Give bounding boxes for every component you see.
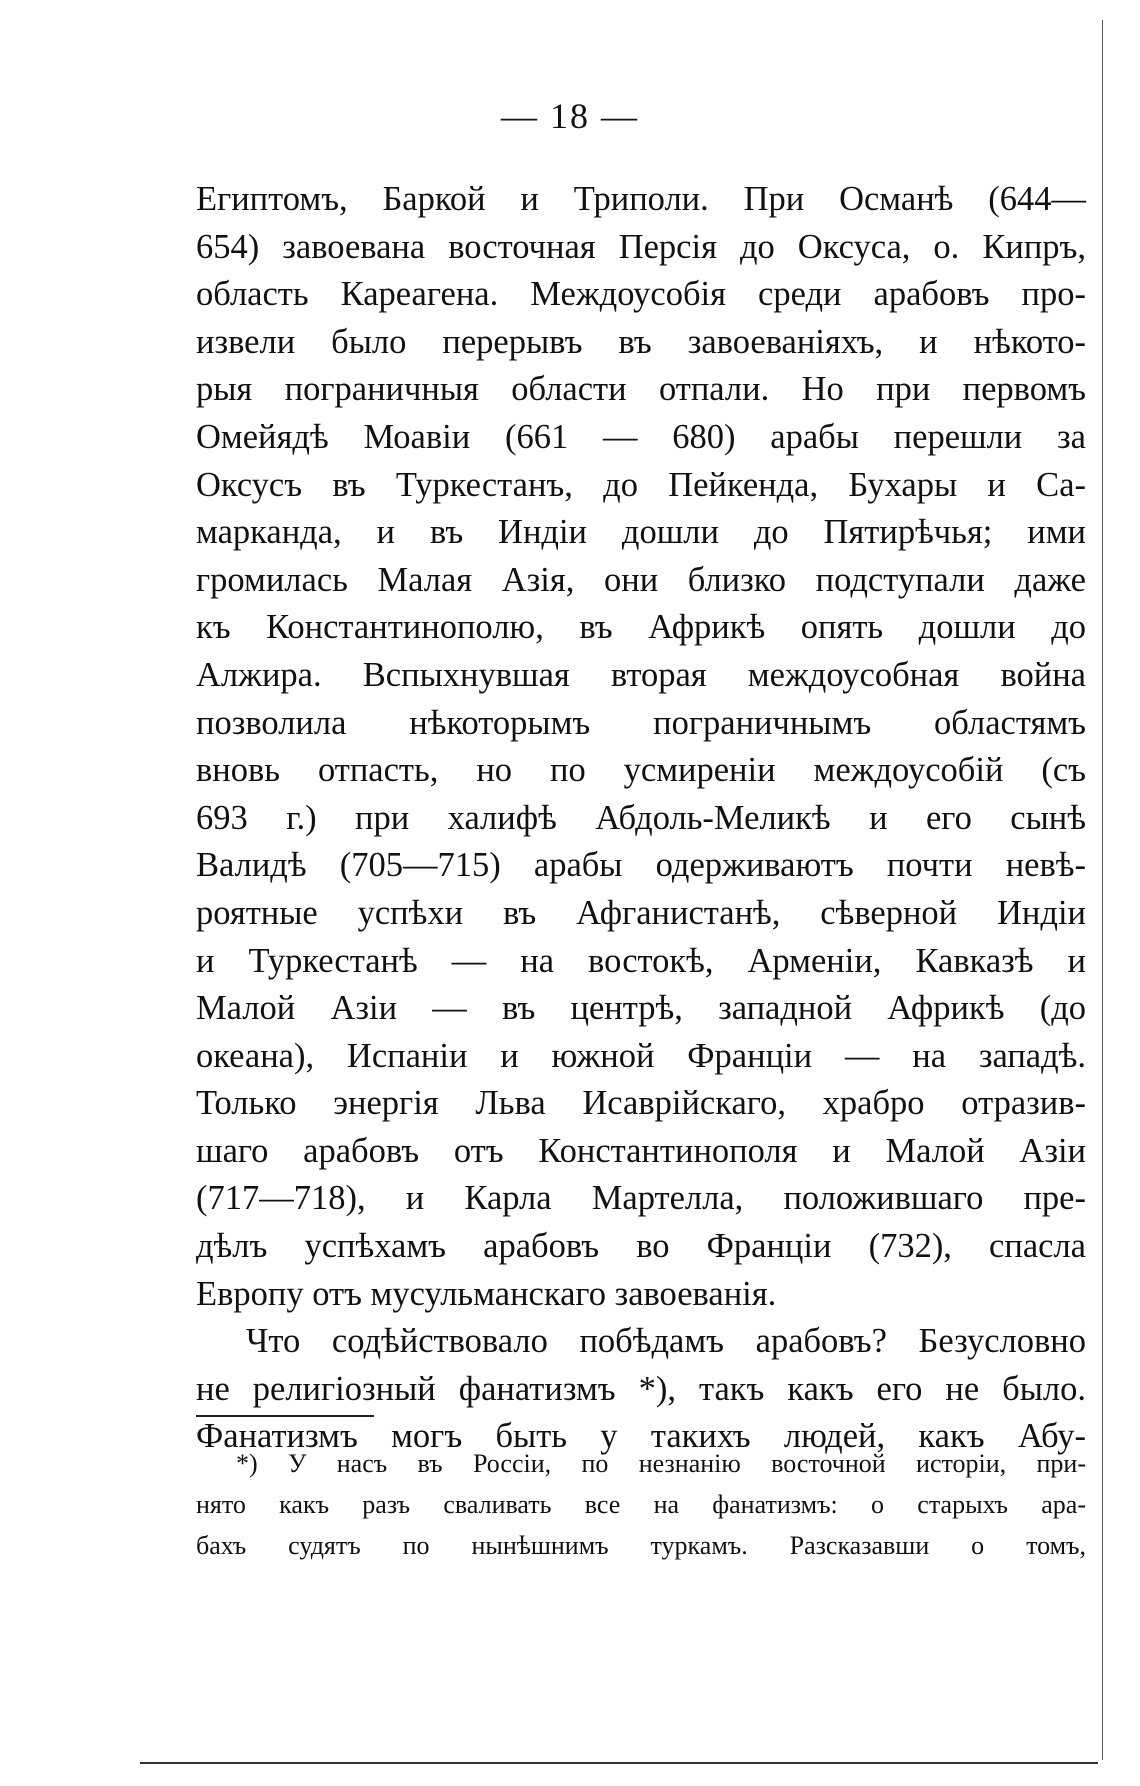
footnote-line-3: бахъ судятъ по нынѣшнимъ туркамъ. Разсказавши о томъ, [196, 1531, 1086, 1560]
text-line-14: 693 г.) при халифѣ Абдоль-Меликѣ и его сынѣ [196, 798, 1086, 837]
text-line-16: роятные успѣхи въ Афганистанѣ, сѣверной Индіи [196, 893, 1086, 932]
footnote-line-2: нято какъ разъ сваливать все на фанатизмъ: о старыхъ ара- [196, 1490, 1086, 1519]
page-edge-line [1102, 20, 1103, 1760]
footnote [196, 1443, 1086, 1566]
text-line-2: 654) завоевана восточная Персія до Оксуса, о. Кипръ, [196, 227, 1086, 266]
text-line-11: Алжира. Вспыхнувшая вторая междоусобная война [196, 655, 1086, 694]
text-line-12: позволила нѣкоторымъ пограничнымъ областямъ [196, 703, 1086, 742]
text-line-8: марканда, и въ Индіи дошли до Пятирѣчья; ими [196, 513, 1086, 552]
text-line-5: рыя пограничныя области отпали. Но при первомъ [196, 370, 1086, 409]
text-line-26: не религіозный фанатизмъ *), такъ какъ его не было. [196, 1369, 1086, 1408]
text-line-4: извели было перерывъ въ завоеваніяхъ, и нѣкото- [196, 322, 1086, 361]
text-line-10: къ Константинополю, въ Африкѣ опять дошли до [196, 608, 1086, 647]
text-line-21: шаго арабовъ отъ Константинополя и Малой Азіи [196, 1131, 1086, 1170]
page-bottom-edge [140, 1762, 1098, 1764]
text-line-13: вновь отпасть, но по усмиреніи междоусобій (съ [196, 751, 1086, 790]
text-line-6: Омейядѣ Моавіи (661 — 680) арабы перешли за [196, 417, 1086, 456]
text-line-25: Что содѣйствовало побѣдамъ арабовъ? Безусловно [246, 1322, 1086, 1361]
text-line-17: и Туркестанѣ — на востокѣ, Арменіи, Кавказѣ и [196, 941, 1086, 980]
text-line-9: громилась Малая Азія, они близко подступали даже [196, 560, 1086, 599]
text-line-18: Малой Азіи — въ центрѣ, западной Африкѣ (до [196, 989, 1086, 1028]
text-line-22: (717—718), и Карла Мартелла, положившаго пре- [196, 1179, 1086, 1218]
text-line-3: область Кареагена. Междоусобія среди арабовъ про- [196, 275, 1086, 314]
text-line-7: Оксусъ въ Туркестанъ, до Пейкенда, Бухары и Са- [196, 465, 1086, 504]
page-number: — 18 — [501, 96, 639, 136]
text-line-23: дѣлъ успѣхамъ арабовъ во Франціи (732), спасла [196, 1227, 1086, 1266]
footnote-line-1: *) У насъ въ Россіи, по незнанію восточной исторіи, при- [236, 1449, 1086, 1478]
body-text [196, 176, 1086, 1461]
text-line-15: Валидѣ (705—715) арабы одерживаютъ почти невѣ- [196, 846, 1086, 885]
text-line-24: Европу отъ мусульманскаго завоеванія. [196, 1274, 777, 1313]
footnote-divider [196, 1415, 374, 1417]
text-line-20: Только энергія Льва Исаврійскаго, храбро отразив- [196, 1084, 1086, 1123]
text-line-27: Фанатизмъ могъ быть у такихъ людей, какъ Абу- [196, 1417, 1086, 1456]
text-line-1: Египтомъ, Баркой и Триполи. При Османѣ (644— [196, 180, 1086, 218]
text-line-19: океана), Испаніи и южной Франціи — на западѣ. [196, 1036, 1086, 1075]
